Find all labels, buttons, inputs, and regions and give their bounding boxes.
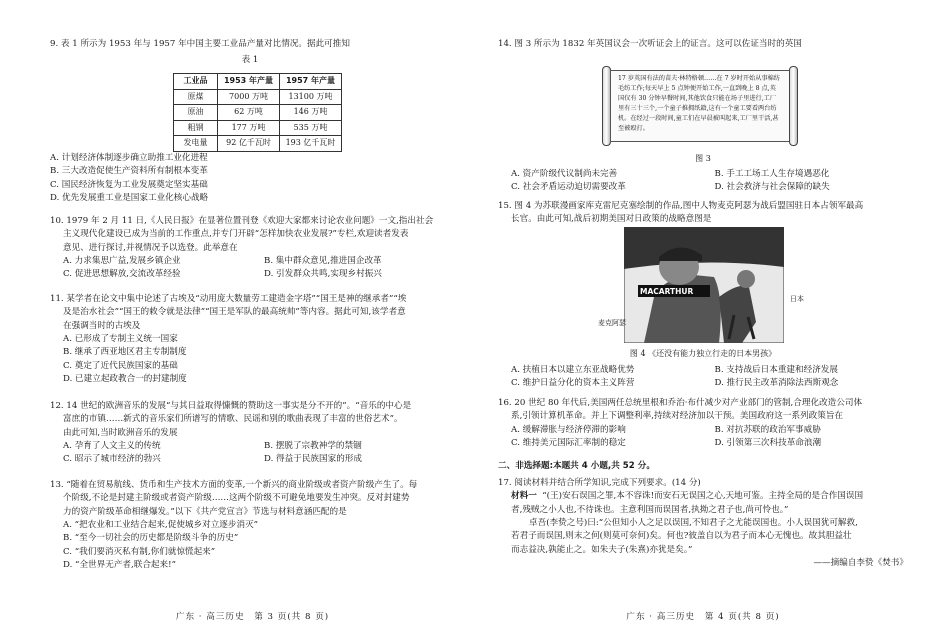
question-12: [50, 400, 455, 467]
table-row: [174, 89, 342, 105]
option-b[interactable]: B. 支持战后日本重建和经济发展: [714, 365, 838, 375]
question-14-options: [498, 168, 908, 195]
option-b[interactable]: B. “至今一切社会的历史都是阶级斗争的历史”: [63, 533, 239, 544]
table-cell: 146 万吨: [280, 105, 342, 121]
label-macarthur: 麦克阿瑟: [598, 319, 626, 327]
stem-line: 在强调当时的古埃及: [63, 320, 141, 331]
table-cell: 535 万吨: [280, 120, 342, 136]
table-header: 1957 年产量: [280, 74, 342, 90]
material-label: 材料一: [511, 491, 537, 502]
figure-4-caption: 图 4 《还没有能力独立行走的日本男孩》: [629, 349, 777, 358]
table-row: [174, 105, 342, 121]
stem-line: 12. 14 世纪的欧洲音乐的发展“与其日益取得慷慨的赞助这一事实是分不开的”。“音乐的中心是: [50, 401, 412, 411]
scroll-text: 17 岁英国有法的苗夫·林特格顿……在 7 岁时开始从事棉纺毛纺工作;每天早上 5 点钟便开始工作,一直到晚上 8 点,英国仅有 30 分钟早餐时间,其他饮食只能在场子里进行,工厂里有三十三个,一个童子推拥纸籍,这有一个童工要看两台纺机。在经过一段时间,童工们在早晨被叫起来,工厂里干活,甚至被殴打。: [610, 70, 790, 142]
option-a[interactable]: A. 缓解滞胀与经济停滞的影响: [511, 424, 626, 435]
option-c[interactable]: C. 维护日益分化的资本主义阵营: [511, 378, 635, 389]
material-line: 而志益决,孰能止之。如朱夫子(朱熹)亦犹是矣。”: [511, 544, 693, 555]
table-cell: 13100 万吨: [280, 89, 342, 105]
stem-line: 力的资产阶级革命相继爆发。”以下《共产党宣言》节选与材料意涵匹配的是: [63, 506, 347, 517]
table-header-row: [174, 74, 342, 90]
table-cell: 62 万吨: [218, 105, 280, 121]
option-a[interactable]: A. 扶植日本以建立东亚战略优势: [511, 365, 635, 375]
option-a[interactable]: A. 计划经济体制逐步确立助推工业化进程: [50, 153, 208, 163]
stem-line: 意见、进行探讨,并视情况予以选登。此举意在: [63, 242, 238, 253]
table-cell: 7000 万吨: [218, 89, 280, 105]
stem-line: 主义现代化建设已成为当前的工作重点,并专门开辟“怎样加快农业发展?”专栏,欢迎读者发表: [63, 229, 409, 240]
question-stem: 9. 表 1 所示为 1953 年与 1957 年中国主要工业品产量对比情况。据此可推知: [50, 39, 350, 49]
option-d[interactable]: D. “全世界无产者,联合起来!”: [63, 559, 176, 570]
stem-line: 及是治水社会”“国王的敕令就是法律”“国王是军队的最高统帅”等内容。据此可知,该学者意: [63, 307, 406, 318]
question-stem: 14. 图 3 所示为 1832 年英国议会一次听证会上的证言。这可以佐证当时的英国: [498, 39, 802, 49]
page-4: [498, 0, 908, 631]
stem-line: 个阶级,不论是封建主阶级或者资产阶级……这两个阶级不可避免地要发生冲突。反对封建势: [63, 493, 410, 504]
option-c[interactable]: C. 促进思想解放,交流改革经验: [63, 269, 181, 280]
option-d[interactable]: D. 得益于民族国家的形成: [264, 454, 362, 465]
option-b[interactable]: B. 三大改造促使生产资料所有制根本变革: [50, 166, 208, 177]
section-heading: 二、非选择题:本题共 4 小题,共 52 分。: [498, 461, 655, 471]
testimony-scroll-figure: [602, 66, 798, 146]
question-stem: 17. 阅读材料并结合所学知识,完成下列要求。(14 分): [498, 478, 701, 488]
question-9-options: [50, 152, 455, 205]
question-17: [498, 477, 908, 570]
option-d[interactable]: D. 社会救济与社会保障的缺失: [714, 182, 830, 193]
production-table: [173, 73, 342, 152]
option-b[interactable]: B. 对抗苏联的政治军事威胁: [714, 424, 821, 435]
option-d[interactable]: D. 推行民主改革消除法西斯观念: [714, 378, 839, 389]
table-row: [174, 120, 342, 136]
option-c[interactable]: C. 国民经济恢复为工业发展奠定坚实基础: [50, 179, 208, 190]
question-14: [498, 38, 908, 51]
question-13: [50, 479, 455, 572]
option-b[interactable]: B. 摆脱了宗教神学的禁锢: [264, 440, 362, 451]
stem-line: 13. “随着在贸易航线、货币和生产技术方面的变革,一个新兴的商业阶级或者资产阶级产生了。每: [50, 480, 418, 490]
option-a[interactable]: A. 孕育了人文主义的传统: [63, 440, 161, 451]
option-d[interactable]: D. 优先发展重工业是国家工业化核心战略: [50, 192, 209, 203]
material-source: ——摘编自李贽《焚书》: [813, 557, 908, 568]
option-a[interactable]: A. “把农业和工业结合起来,促使城乡对立逐步消灭”: [63, 519, 259, 530]
option-b[interactable]: B. 继承了西亚地区君主专制制度: [63, 347, 187, 358]
table-cell: 发电量: [174, 136, 218, 152]
stem-line: 16. 20 世纪 80 年代后,美国两任总统里根和乔治·布什减少对产业部门的管制,合理化改造公司体: [498, 398, 863, 408]
table-cell: 92 亿千瓦时: [218, 136, 280, 152]
material-line: 者,残贼之小人也,不待诛也。主意利国而误国者,执拗之君子也,尚可怜也。”: [511, 504, 789, 515]
table-cell: 粗钢: [174, 120, 218, 136]
option-a[interactable]: A. 力求集思广益,发展乡镇企业: [63, 255, 181, 266]
option-a[interactable]: A. 已形成了专制主义统一国家: [63, 333, 178, 344]
material-one: [498, 490, 908, 570]
table-title: 表 1: [241, 55, 259, 65]
option-b[interactable]: B. 手工工场工人生存境遇恶化: [714, 169, 830, 179]
option-c[interactable]: C. 维持美元国际汇率制的稳定: [511, 437, 626, 448]
stem-line: 15. 图 4 为苏联漫画家库克雷尼克塞绘制的作品,图中人物麦克阿瑟为战后盟国驻日本占领军最高: [498, 201, 864, 211]
material-line: 若君子而误国,则末之何(则莫可奈何)矣。何也?彼盖自以为君子而本心无愧也。故其胆益壮: [511, 531, 852, 542]
page-3: [50, 0, 455, 631]
stem-line: 长官。由此可知,战后初期美国对日政策的战略意图是: [511, 214, 712, 225]
table-row: [174, 136, 342, 152]
macarthur-cartoon: [624, 227, 784, 343]
stem-line: 富庶的市镇……新式的音乐家们所谱写的情歌、民谣和别的歌曲表现了丰富的世俗艺术”。: [63, 414, 403, 425]
option-d[interactable]: D. 引领第三次科技革命浪潮: [714, 437, 822, 448]
scroll-roll-right: [789, 66, 798, 146]
table-cell: 原油: [174, 105, 218, 121]
stem-line: 11. 某学者在论文中集中论述了古埃及“动用庞大数量劳工建造金字塔”“国王是神的继承者”“埃: [50, 294, 407, 304]
page-footer: 广东 · 高三历史 第 3 页(共 8 页): [175, 611, 330, 622]
option-c[interactable]: C. 奠定了近代民族国家的基础: [63, 360, 178, 371]
question-15-options: [498, 364, 908, 391]
label-japan: 日本: [790, 295, 804, 303]
cartoon-drawing: [624, 227, 784, 343]
question-9: [50, 38, 455, 51]
question-15: [498, 200, 908, 227]
poster-text: MACARTHUR: [640, 287, 694, 296]
option-d[interactable]: D. 已建立起政教合一的封建制度: [63, 373, 187, 384]
table-cell: 193 亿千瓦时: [280, 136, 342, 152]
table-header: 1953 年产量: [218, 74, 280, 90]
option-b[interactable]: B. 集中群众意见,推进国企改革: [264, 255, 382, 266]
figure-3-caption: 图 3: [695, 154, 711, 163]
option-d[interactable]: D. 引发群众共鸣,实现乡村振兴: [264, 269, 382, 280]
stem-line: 由此可知,当时欧洲音乐的发展: [63, 427, 178, 438]
question-10: [50, 215, 455, 282]
option-c[interactable]: C. 社会矛盾运动迫切需要改革: [511, 182, 626, 193]
material-line: “(王)安石误国之罪,本不容诛!而安石无误国之心,天地可鉴。主持全局的是合作国误国: [542, 491, 864, 502]
question-11: [50, 293, 455, 386]
stem-line: 系,引领计算机革命。并上下调整利率,持续对经济加以干预。美国政府这一系列政策旨在: [511, 411, 844, 422]
material-line: 卓吾(李贽之号)曰:“公但知小人之足以误国,不知君子之尤能误国也。小人误国犹可解救,: [529, 517, 858, 528]
table-cell: 原煤: [174, 89, 218, 105]
stem-line: 10. 1979 年 2 月 11 日,《人民日报》在显著位置刊登《欢迎大家都来讨论农业问题》一文,指出社会: [50, 216, 434, 226]
option-a[interactable]: A. 资产阶级代议制尚未完善: [511, 169, 618, 179]
page-footer: 广东 · 高三历史 第 4 页(共 8 页): [626, 611, 780, 622]
option-c[interactable]: C. “我们要消灭私有制,你们就惊慌起来”: [63, 546, 216, 557]
question-16: [498, 397, 908, 450]
table-header: 工业品: [174, 74, 218, 90]
table-cell: 177 万吨: [218, 120, 280, 136]
option-c[interactable]: C. 昭示了城市经济的勃兴: [63, 454, 161, 465]
